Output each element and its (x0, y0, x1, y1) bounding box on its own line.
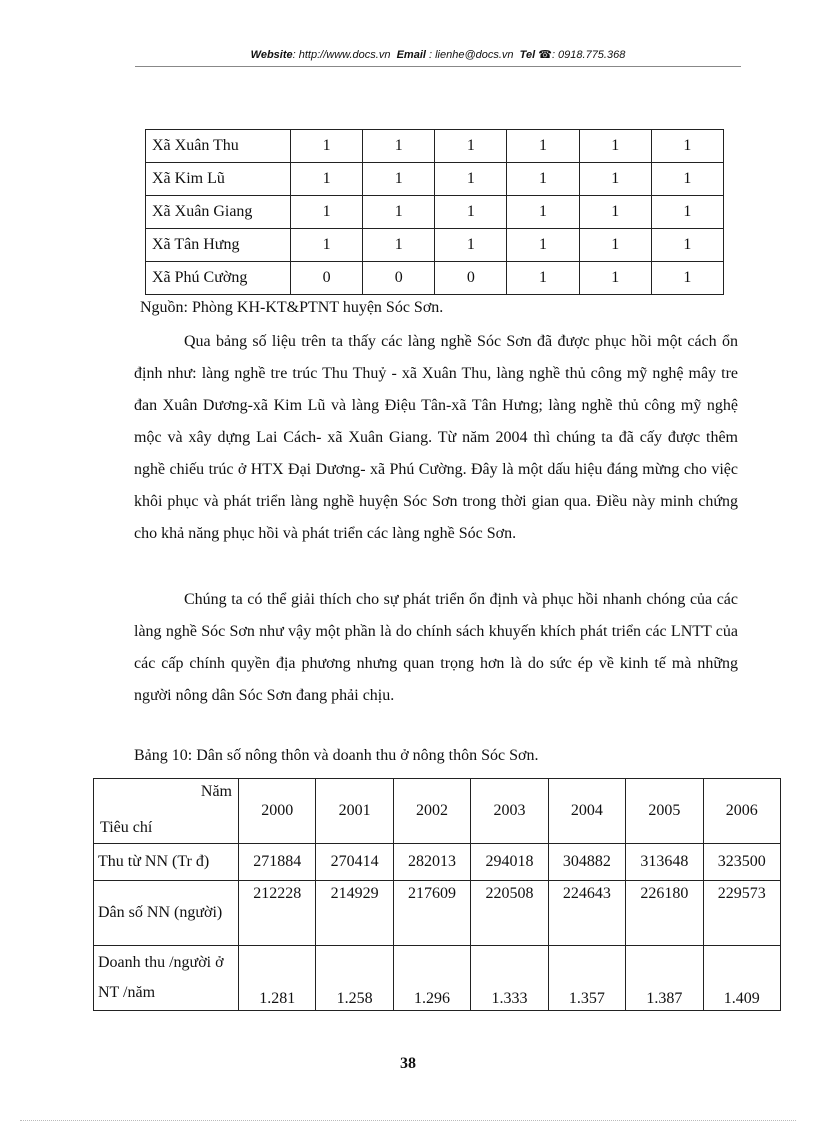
value-cell: 1 (651, 130, 723, 163)
website-label: Website (250, 49, 293, 61)
value-cell: 224643 (548, 881, 625, 946)
value-cell: 1.296 (393, 946, 470, 1011)
value-cell: 1 (579, 130, 651, 163)
year-header-cell: 2001 (316, 779, 393, 844)
value-cell: 1 (291, 196, 363, 229)
value-cell: 1 (651, 262, 723, 295)
value-cell: 1 (435, 229, 507, 262)
value-cell: 1 (363, 130, 435, 163)
table-row (146, 229, 724, 262)
value-cell: 0 (363, 262, 435, 295)
value-cell: 270414 (316, 844, 393, 881)
year-header-cell: 2003 (471, 779, 548, 844)
value-cell: 294018 (471, 844, 548, 881)
paragraph-2: Chúng ta có thể giải thích cho sự phát triển ổn định và phục hồi nhanh chóng của các làng nghề Sóc Sơn như vậy một phần là do chính sách khuyến khích phát triển các LNTT của các cấp chính quyền địa phương nhưng quan trọng hơn là do sức ép về kinh tế mà những người nông dân Sóc Sơn đang phải chịu. (134, 591, 738, 704)
criteria-cell: Thu từ NN (Tr đ) (94, 844, 239, 881)
value-cell: 1 (507, 130, 579, 163)
value-cell: 1 (651, 163, 723, 196)
year-header-cell: 2000 (239, 779, 316, 844)
criteria-cell: Dân số NN (người) (94, 881, 239, 946)
tel-label: Tel (519, 49, 536, 61)
commune-name-cell: Xã Xuân Thu (146, 130, 291, 163)
year-header-cell: 2002 (393, 779, 470, 844)
value-cell: 1 (651, 196, 723, 229)
value-cell: 271884 (239, 844, 316, 881)
commune-name-cell: Xã Phú Cường (146, 262, 291, 295)
table-row (94, 946, 781, 1011)
value-cell: 226180 (626, 881, 703, 946)
table-row (94, 844, 781, 881)
table-row (146, 130, 724, 163)
value-cell: 229573 (703, 881, 780, 946)
value-cell: 1 (435, 196, 507, 229)
commune-table (145, 129, 724, 295)
table-row (94, 881, 781, 946)
table-row (146, 163, 724, 196)
value-cell: 217609 (393, 881, 470, 946)
commune-name-cell: Xã Kim Lũ (146, 163, 291, 196)
header-year-label: Năm (200, 783, 232, 800)
value-cell: 323500 (703, 844, 780, 881)
value-cell: 1.409 (703, 946, 780, 1011)
value-cell: 1.333 (471, 946, 548, 1011)
table-row (146, 262, 724, 295)
paragraph-1: Qua bảng số liệu trên ta thấy các làng nghề Sóc Sơn đã được phục hồi một cách ổn định như: làng nghề tre trúc Thu Thuỷ - xã Xuân Thu, làng nghề thủ công mỹ nghệ mây tre đan Xuân Dương-xã Kim Lũ và làng Điệu Tân-xã Tân Hưng; làng nghề thủ công mỹ nghệ mộc và xây dựng Lai Cách- xã Xuân Giang. Từ năm 2004 thì chúng ta đã cấy được thêm nghề chiếu trúc ở HTX Đại Dương- xã Phú Cường. Đây là một dấu hiệu đáng mừng cho việc khôi phục và phát triển làng nghề huyện Sóc Sơn trong thời gian qua. Điều này minh chứng cho khả năng phục hồi và phát triển các làng nghề Sóc Sơn. (134, 333, 738, 542)
footer-divider (20, 1120, 796, 1121)
email-label: Email (396, 49, 426, 61)
value-cell: 1 (507, 229, 579, 262)
website-value: : http://www.docs.vn (292, 49, 391, 61)
value-cell: 1 (435, 130, 507, 163)
value-cell: 1 (507, 262, 579, 295)
page-number: 38 (400, 1055, 416, 1072)
value-cell: 1 (435, 163, 507, 196)
commune-name-cell: Xã Tân Hưng (146, 229, 291, 262)
value-cell: 1 (363, 163, 435, 196)
email-value: : lienhe@docs.vn (429, 49, 514, 61)
value-cell: 1.357 (548, 946, 625, 1011)
table-source: Nguồn: Phòng KH-KT&PTNT huyện Sóc Sơn. (140, 299, 444, 316)
value-cell: 1 (579, 163, 651, 196)
value-cell: 1 (291, 229, 363, 262)
value-cell: 0 (435, 262, 507, 295)
value-cell: 214929 (316, 881, 393, 946)
value-cell: 313648 (626, 844, 703, 881)
value-cell: 1 (291, 130, 363, 163)
value-cell: 1 (579, 196, 651, 229)
value-cell: 1 (507, 163, 579, 196)
value-cell: 304882 (548, 844, 625, 881)
table-row (146, 196, 724, 229)
population-revenue-table (93, 778, 781, 1011)
value-cell: 220508 (471, 881, 548, 946)
value-cell: 282013 (393, 844, 470, 881)
value-cell: 1.258 (316, 946, 393, 1011)
phone-icon: ☎ (538, 49, 552, 61)
value-cell: 0 (291, 262, 363, 295)
value-cell: 1 (363, 229, 435, 262)
value-cell: 1 (291, 163, 363, 196)
commune-name-cell: Xã Xuân Giang (146, 196, 291, 229)
header-criteria-label: Tiêu chí (100, 819, 153, 836)
header-corner-cell (94, 779, 239, 844)
tel-value: : 0918.775.368 (551, 49, 626, 61)
value-cell: 1 (651, 229, 723, 262)
value-cell: 1 (579, 262, 651, 295)
value-cell: 1.281 (239, 946, 316, 1011)
year-header-cell: 2004 (548, 779, 625, 844)
value-cell: 1.387 (626, 946, 703, 1011)
criteria-cell: Doanh thu /người ở NT /năm (94, 946, 239, 1011)
year-header-cell: 2005 (626, 779, 703, 844)
year-header-cell: 2006 (703, 779, 780, 844)
value-cell: 1 (579, 229, 651, 262)
value-cell: 1 (507, 196, 579, 229)
value-cell: 212228 (239, 881, 316, 946)
value-cell: 1 (363, 196, 435, 229)
page-header (135, 46, 741, 67)
table-caption: Bảng 10: Dân số nông thôn và doanh thu ở nông thôn Sóc Sơn. (134, 747, 539, 764)
